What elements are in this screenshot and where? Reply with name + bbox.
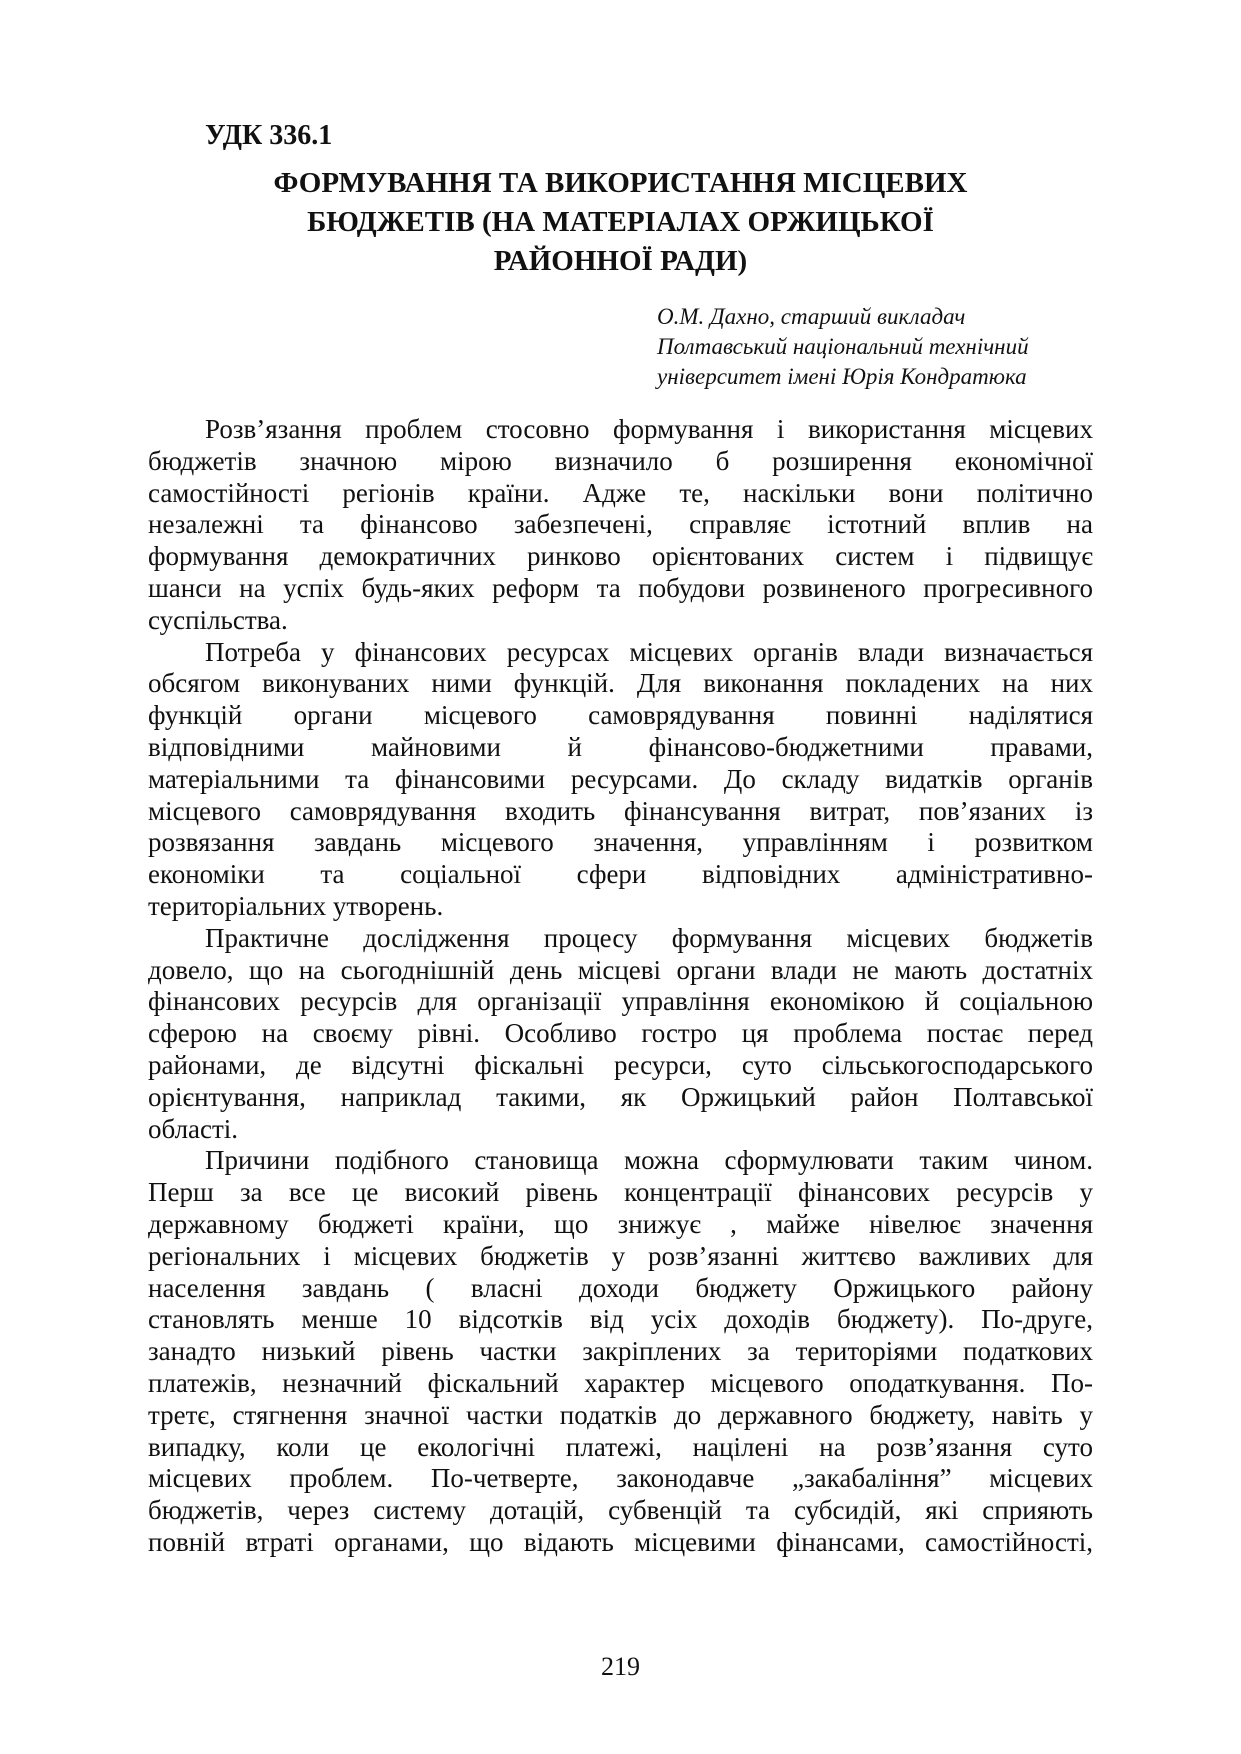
text-line: сферою на своєму рівні. Особливо гостро ця проблема постає перед <box>148 1018 1093 1049</box>
text-line: шанси на успіх будь-яких реформ та побудови розвиненого прогресивного <box>148 572 1093 603</box>
text-line: Причини подібного становища можна сформулювати таким чином. <box>205 1145 1093 1176</box>
text-line: Розв’язання проблем стосовно формування і використання місцевих <box>205 414 1093 444</box>
article-title <box>148 164 1093 281</box>
text-line: обсягом виконуваних ними функцій. Для виконання покладених на них <box>148 668 1093 699</box>
author-affiliation: Полтавський національний технічний <box>657 334 1029 359</box>
text-line: випадку, коли це екологічні платежі, націлені на розв’язання суто <box>148 1431 1093 1462</box>
paragraph <box>148 1145 1093 1558</box>
text-line: районами, де відсутні фіскальні ресурси, суто сільськогосподарського <box>148 1049 1093 1080</box>
text-line: занадто низький рівень частки закріплених за територіями податкових <box>148 1336 1093 1367</box>
text-line: повній втраті органами, що відають місцевими фінансами, самостійності, <box>148 1526 1093 1557</box>
text-line: місцевих проблем. По-четверте, законодавче „закабаління” місцевих <box>148 1463 1093 1494</box>
text-line: орієнтування, наприклад такими, як Оржицький район Полтавської <box>148 1081 1093 1112</box>
text-line: матеріальними та фінансовими ресурсами. До складу видатків органів <box>148 763 1093 794</box>
text-line: самостійності регіонів країни. Адже те, наскільки вони політично <box>148 477 1093 508</box>
udk-code: УДК 336.1 <box>205 120 333 151</box>
author-affiliation: університет імені Юрія Кондратюка <box>657 364 1027 389</box>
text-line: економіки та соціальної сфери відповідних адміністративно- <box>148 859 1093 890</box>
text-line: територіальних утворень. <box>148 890 444 921</box>
text-line: місцевого самоврядування входить фінансування витрат, пов’язаних із <box>148 795 1093 826</box>
text-line: функцій органи місцевого самоврядування повинні наділятися <box>148 700 1093 731</box>
text-line: становлять менше 10 відсотків від усіх доходів бюджету). По-друге, <box>148 1304 1093 1335</box>
page-number: 219 <box>601 1652 640 1681</box>
paragraph <box>148 637 1093 923</box>
text-line: регіональних і місцевих бюджетів у розв’язанні життєво важливих для <box>148 1240 1093 1271</box>
article-body <box>148 414 1093 1559</box>
text-line: населення завдань ( власні доходи бюджету Оржицького району <box>148 1272 1093 1303</box>
text-line: Перш за все це високий рівень концентрації фінансових ресурсів у <box>148 1177 1093 1208</box>
author-block <box>657 302 1029 392</box>
title-line: ФОРМУВАННЯ ТА ВИКОРИСТАННЯ МІСЦЕВИХ <box>273 167 968 199</box>
text-line: платежів, незначний фіскальний характер місцевого оподаткування. По- <box>148 1367 1093 1398</box>
text-line: державному бюджеті країни, що знижує , майже нівелює значення <box>148 1208 1093 1239</box>
text-line: розвязання завдань місцевого значення, управлінням і розвитком <box>148 827 1093 858</box>
title-line: БЮДЖЕТІВ (НА МАТЕРІАЛАХ ОРЖИЦЬКОЇ <box>307 206 934 238</box>
paragraph <box>148 923 1093 1146</box>
text-line: Практичне дослідження процесу формування місцевих бюджетів <box>205 922 1093 953</box>
author-name: О.М. Дахно, старший викладач <box>657 304 966 329</box>
paragraph <box>148 414 1093 637</box>
text-line: Потреба у фінансових ресурсах місцевих органів влади визначається <box>205 636 1093 667</box>
text-line: суспільства. <box>148 604 288 635</box>
text-line: бюджетів значною мірою визначило б розширення економічної <box>148 445 1093 476</box>
title-line: РАЙОННОЇ РАДИ) <box>493 245 748 277</box>
text-line: формування демократичних ринково орієнтованих систем і підвищує <box>148 541 1093 572</box>
text-line: довело, що на сьогоднішній день місцеві органи влади не мають достатніх <box>148 954 1093 985</box>
text-line: бюджетів, через систему дотацій, субвенцій та субсидій, які сприяють <box>148 1495 1093 1526</box>
text-line: третє, стягнення значної частки податків до державного бюджету, навіть у <box>148 1399 1093 1430</box>
text-line: області. <box>148 1113 239 1144</box>
text-line: фінансових ресурсів для організації управління економікою й соціальною <box>148 986 1093 1017</box>
text-line: незалежні та фінансово забезпечені, справляє істотний вплив на <box>148 509 1093 540</box>
text-line: відповідними майновими й фінансово-бюджетними правами, <box>148 731 1093 762</box>
